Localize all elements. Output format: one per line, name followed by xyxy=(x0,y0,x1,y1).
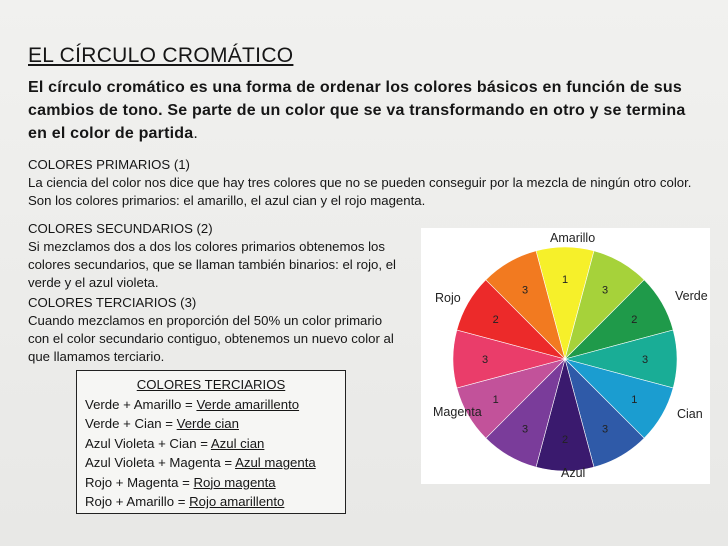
label-verde: Verde xyxy=(675,289,708,303)
intro-end: . xyxy=(193,125,198,142)
primarios-text: La ciencia del color nos dice que hay tres colores que no se pueden conseguir por la mezcla de ningún otro color. Son los colores primarios: el amarillo, el azul cian y el rojo magenta. xyxy=(28,175,692,208)
row-mix: Azul Violeta + Magenta = xyxy=(85,455,236,470)
label-azul: Azul xyxy=(561,466,586,480)
wheel-segment-number: 3 xyxy=(521,423,529,436)
terciarios-table xyxy=(76,370,346,514)
row-result: Rojo magenta xyxy=(193,474,276,490)
page-title: EL CÍRCULO CROMÁTICO xyxy=(28,44,294,67)
label-amarillo: Amarillo xyxy=(550,231,596,245)
wheel-segment-number: 2 xyxy=(492,314,499,326)
intro-text: El círculo cromático es una forma de ordenar los colores básicos en función de sus cambios de tono. Se parte de un color que se va transformando en otro y se termina en el color de partida xyxy=(28,79,686,142)
row-mix: Azul Violeta + Cian = xyxy=(85,435,211,451)
table-heading: COLORES TERCIARIOS xyxy=(136,377,286,392)
row-mix: Verde + Cian = xyxy=(85,416,177,431)
intro-paragraph xyxy=(28,76,698,145)
label-magenta: Magenta xyxy=(433,405,482,419)
row-mix: Rojo + Magenta = xyxy=(85,474,194,490)
label-cian: Cian xyxy=(677,407,703,421)
table-row xyxy=(85,453,345,473)
table-row xyxy=(85,473,345,493)
section-secundarios xyxy=(28,220,403,292)
wheel-segment-number: 3 xyxy=(481,354,489,366)
wheel-segment-number: 3 xyxy=(641,354,649,366)
terciarios-text: Cuando mezclamos en proporción del 50% un color primario con el color secundario contiguo, obtenemos un nuevo color al que llamamos terciario. xyxy=(28,313,394,364)
row-result: Azul cian xyxy=(210,435,265,451)
wheel-segment-number: 1 xyxy=(492,394,499,406)
table-row xyxy=(85,395,345,415)
secundarios-heading: COLORES SECUNDARIOS (2) xyxy=(28,221,213,236)
wheel-segment-number: 2 xyxy=(631,314,638,326)
secundarios-text: Si mezclamos dos a dos los colores primarios obtenemos los colores secundarios, que se llaman también binarios: el rojo, el verde y el azul violeta. xyxy=(28,239,396,290)
label-rojo: Rojo xyxy=(435,291,461,305)
row-result: Verde cian xyxy=(176,416,239,431)
wheel-segment-number: 2 xyxy=(561,434,569,446)
row-result: Verde amarillento xyxy=(196,396,300,412)
wheel-segment-number: 1 xyxy=(561,274,569,286)
wheel-segment-number: 3 xyxy=(601,284,609,297)
section-primarios xyxy=(28,156,698,210)
row-mix: Rojo + Amarillo = xyxy=(85,494,190,509)
wheel-segment-number: 1 xyxy=(631,394,638,406)
table-row xyxy=(85,492,345,512)
primarios-heading: COLORES PRIMARIOS (1) xyxy=(28,157,190,172)
wheel-segment-number: 3 xyxy=(521,284,529,297)
terciarios-heading: COLORES TERCIARIOS (3) xyxy=(28,295,197,310)
section-terciarios xyxy=(28,294,403,366)
table-row xyxy=(85,434,345,454)
color-wheel-svg xyxy=(421,228,710,484)
row-result: Azul magenta xyxy=(235,455,316,470)
row-result: Rojo amarillento xyxy=(189,494,285,509)
color-wheel xyxy=(421,228,710,484)
row-mix: Verde + Amarillo = xyxy=(85,396,197,412)
wheel-segment-number: 3 xyxy=(601,423,609,436)
table-row xyxy=(85,414,345,434)
